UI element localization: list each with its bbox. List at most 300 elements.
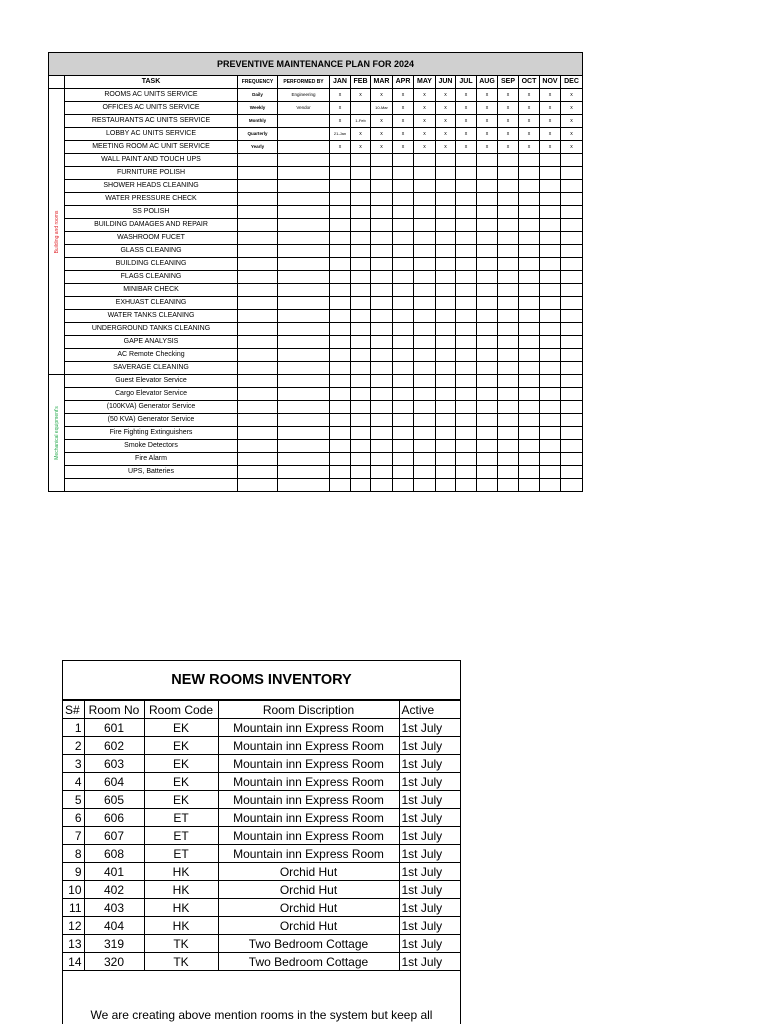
plan-row	[49, 414, 583, 427]
performed-by-cell	[278, 271, 330, 284]
month-cell	[330, 180, 351, 193]
month-cell	[330, 167, 351, 180]
inventory-cell: HK	[144, 917, 218, 935]
month-cell	[456, 297, 477, 310]
plan-row	[49, 271, 583, 284]
month-cell: x	[456, 115, 477, 128]
month-cell	[498, 271, 519, 284]
month-cell	[393, 219, 414, 232]
month-cell	[540, 193, 561, 206]
inventory-cell: EK	[144, 719, 218, 737]
month-cell: x	[393, 141, 414, 154]
month-cell	[330, 388, 351, 401]
month-cell: x	[561, 128, 583, 141]
month-cell	[393, 310, 414, 323]
month-cell	[351, 258, 371, 271]
performed-by-cell	[278, 167, 330, 180]
plan-row	[49, 427, 583, 440]
inventory-cell: 1	[63, 719, 84, 737]
task-cell: Fire Alarm	[65, 453, 238, 466]
month-cell	[456, 193, 477, 206]
month-cell	[456, 154, 477, 167]
month-cell	[436, 310, 456, 323]
inventory-cell: 1st July	[399, 917, 460, 935]
month-cell	[436, 401, 456, 414]
month-cell	[414, 258, 436, 271]
month-cell	[330, 206, 351, 219]
inventory-cell: Mountain inn Express Room	[218, 755, 399, 773]
performed-by-cell	[278, 323, 330, 336]
month-cell	[519, 427, 540, 440]
month-cell	[456, 349, 477, 362]
month-cell	[456, 336, 477, 349]
month-cell	[519, 375, 540, 388]
plan-row	[49, 154, 583, 167]
month-cell	[351, 453, 371, 466]
month-cell	[561, 154, 583, 167]
month-cell: x	[414, 102, 436, 115]
task-cell: UNDERGROUND TANKS CLEANING	[65, 323, 238, 336]
blank-cell	[540, 479, 561, 492]
plan-row	[49, 466, 583, 479]
performed-by-header: PERFORMED BY	[278, 76, 330, 89]
month-cell	[393, 453, 414, 466]
month-cell	[477, 349, 498, 362]
month-cell	[371, 167, 393, 180]
inventory-cell: 319	[84, 935, 144, 953]
inventory-column-header: Room No	[84, 701, 144, 719]
month-cell	[393, 245, 414, 258]
blank-cell	[351, 479, 371, 492]
month-cell	[351, 271, 371, 284]
performed-by-cell	[278, 466, 330, 479]
month-cell	[540, 180, 561, 193]
month-cell	[351, 206, 371, 219]
inventory-cell: 3	[63, 755, 84, 773]
inventory-cell: 1st July	[399, 791, 460, 809]
month-cell	[351, 193, 371, 206]
month-cell	[351, 440, 371, 453]
month-cell: x	[498, 89, 519, 102]
month-cell	[330, 414, 351, 427]
month-header-nov: NOV	[540, 76, 561, 89]
frequency-cell	[238, 336, 278, 349]
inventory-cell: TK	[144, 935, 218, 953]
month-cell	[498, 193, 519, 206]
inventory-cell: EK	[144, 755, 218, 773]
month-cell	[371, 206, 393, 219]
month-cell	[456, 310, 477, 323]
month-cell	[561, 466, 583, 479]
frequency-cell	[238, 232, 278, 245]
frequency-cell	[238, 271, 278, 284]
month-cell	[436, 336, 456, 349]
inventory-cell: Mountain inn Express Room	[218, 809, 399, 827]
category-mechanical	[49, 375, 65, 492]
inventory-cell: HK	[144, 899, 218, 917]
month-cell	[540, 258, 561, 271]
task-cell: MEETING ROOM AC UNIT SERVICE	[65, 141, 238, 154]
month-cell: x	[393, 128, 414, 141]
month-cell	[371, 193, 393, 206]
month-cell	[540, 154, 561, 167]
month-cell	[477, 245, 498, 258]
month-cell: x	[414, 128, 436, 141]
frequency-cell	[238, 258, 278, 271]
plan-row	[49, 297, 583, 310]
blank-cell	[393, 479, 414, 492]
month-cell	[498, 154, 519, 167]
month-cell	[371, 310, 393, 323]
performed-by-cell	[278, 453, 330, 466]
task-cell: WATER PRESSURE CHECK	[65, 193, 238, 206]
month-cell: x	[498, 115, 519, 128]
month-cell	[519, 466, 540, 479]
month-cell	[477, 401, 498, 414]
inventory-cell: 1st July	[399, 827, 460, 845]
month-cell	[477, 362, 498, 375]
month-cell: x	[351, 141, 371, 154]
month-cell	[414, 219, 436, 232]
month-cell: x	[561, 115, 583, 128]
month-cell: x	[498, 141, 519, 154]
blank-cell	[436, 479, 456, 492]
month-cell	[561, 232, 583, 245]
month-cell	[371, 427, 393, 440]
month-cell	[351, 375, 371, 388]
month-cell	[519, 323, 540, 336]
frequency-cell: Daily	[238, 89, 278, 102]
month-cell	[351, 219, 371, 232]
month-cell	[477, 375, 498, 388]
month-header-apr: APR	[393, 76, 414, 89]
month-cell: x	[414, 89, 436, 102]
month-cell	[561, 375, 583, 388]
month-cell	[519, 271, 540, 284]
inventory-row	[63, 917, 460, 935]
frequency-cell	[238, 167, 278, 180]
inventory-column-header: S#	[63, 701, 84, 719]
month-cell	[561, 271, 583, 284]
inventory-cell: 2	[63, 737, 84, 755]
month-cell: x	[540, 102, 561, 115]
month-cell: x	[414, 141, 436, 154]
month-cell	[519, 167, 540, 180]
month-cell	[436, 206, 456, 219]
performed-by-cell	[278, 349, 330, 362]
task-cell: GLASS CLEANING	[65, 245, 238, 258]
month-cell	[498, 323, 519, 336]
inventory-cell: 1st July	[399, 953, 460, 971]
month-header-sep: SEP	[498, 76, 519, 89]
month-cell	[540, 336, 561, 349]
plan-row	[49, 284, 583, 297]
performed-by-cell: Engineering	[278, 89, 330, 102]
performed-by-cell	[278, 336, 330, 349]
month-cell	[330, 349, 351, 362]
inventory-cell: 603	[84, 755, 144, 773]
performed-by-cell	[278, 206, 330, 219]
inventory-cell: 1st July	[399, 863, 460, 881]
month-cell	[371, 453, 393, 466]
inventory-cell: 401	[84, 863, 144, 881]
plan-row-blank	[49, 479, 583, 492]
month-cell	[498, 401, 519, 414]
month-cell	[561, 193, 583, 206]
month-cell: 21-Jan	[330, 128, 351, 141]
month-cell	[414, 271, 436, 284]
task-cell: RESTAURANTS AC UNITS SERVICE	[65, 115, 238, 128]
performed-by-cell	[278, 388, 330, 401]
month-cell	[456, 167, 477, 180]
inventory-cell: 1st July	[399, 719, 460, 737]
inventory-cell: Orchid Hut	[218, 899, 399, 917]
month-cell	[477, 323, 498, 336]
performed-by-cell: Vendor	[278, 102, 330, 115]
month-cell	[498, 245, 519, 258]
month-cell	[371, 349, 393, 362]
month-cell	[351, 154, 371, 167]
inventory-row	[63, 809, 460, 827]
month-cell	[436, 375, 456, 388]
performed-by-cell	[278, 362, 330, 375]
month-cell	[540, 219, 561, 232]
month-cell	[477, 271, 498, 284]
month-cell	[561, 336, 583, 349]
month-cell: x	[414, 115, 436, 128]
month-cell	[330, 427, 351, 440]
month-cell: x	[477, 89, 498, 102]
inventory-row	[63, 719, 460, 737]
plan-row	[49, 375, 583, 388]
month-cell	[456, 284, 477, 297]
blank-cell	[238, 479, 278, 492]
month-cell	[456, 440, 477, 453]
month-header-jun: JUN	[436, 76, 456, 89]
month-cell	[519, 388, 540, 401]
performed-by-cell	[278, 375, 330, 388]
inventory-cell: Orchid Hut	[218, 863, 399, 881]
frequency-cell	[238, 375, 278, 388]
inventory-cell: 1st July	[399, 755, 460, 773]
month-cell	[371, 401, 393, 414]
frequency-cell	[238, 310, 278, 323]
inventory-cell: Two Bedroom Cottage	[218, 953, 399, 971]
task-cell: BUILDING CLEANING	[65, 258, 238, 271]
plan-row	[49, 245, 583, 258]
frequency-cell	[238, 414, 278, 427]
month-cell	[351, 466, 371, 479]
month-cell	[477, 310, 498, 323]
month-cell	[477, 388, 498, 401]
month-cell	[414, 466, 436, 479]
month-cell	[519, 284, 540, 297]
month-cell	[498, 388, 519, 401]
frequency-cell	[238, 154, 278, 167]
inventory-cell: 1st July	[399, 773, 460, 791]
month-cell	[351, 388, 371, 401]
month-cell	[393, 206, 414, 219]
month-cell	[498, 440, 519, 453]
inventory-cell: 404	[84, 917, 144, 935]
month-cell	[519, 310, 540, 323]
frequency-cell: Yearly	[238, 141, 278, 154]
month-cell: x	[561, 89, 583, 102]
inventory-cell: Mountain inn Express Room	[218, 773, 399, 791]
maintenance-plan-table	[48, 52, 583, 492]
inventory-cell: 8	[63, 845, 84, 863]
inventory-cell: 1st July	[399, 899, 460, 917]
month-cell	[498, 362, 519, 375]
inventory-title: NEW ROOMS INVENTORY	[63, 661, 460, 700]
frequency-cell	[238, 193, 278, 206]
month-cell	[393, 414, 414, 427]
task-cell: LOBBY AC UNITS SERVICE	[65, 128, 238, 141]
month-cell	[414, 206, 436, 219]
frequency-cell	[238, 180, 278, 193]
performed-by-cell	[278, 427, 330, 440]
month-cell	[540, 427, 561, 440]
frequency-cell	[238, 401, 278, 414]
performed-by-cell	[278, 258, 330, 271]
frequency-cell: Monthly	[238, 115, 278, 128]
task-cell: WALL PAINT AND TOUCH UPS	[65, 154, 238, 167]
inventory-note: We are creating above mention rooms in the system but keep all	[90, 1008, 433, 1022]
month-cell	[540, 401, 561, 414]
inventory-cell: 605	[84, 791, 144, 809]
month-cell	[456, 258, 477, 271]
month-cell	[561, 414, 583, 427]
month-cell	[371, 219, 393, 232]
month-cell	[393, 440, 414, 453]
plan-row	[49, 323, 583, 336]
month-cell	[371, 154, 393, 167]
month-cell	[519, 362, 540, 375]
month-cell	[414, 232, 436, 245]
month-header-jan: JAN	[330, 76, 351, 89]
inventory-row	[63, 827, 460, 845]
month-cell	[351, 336, 371, 349]
month-cell	[561, 258, 583, 271]
month-header-feb: FEB	[351, 76, 371, 89]
month-cell	[477, 258, 498, 271]
month-cell	[456, 401, 477, 414]
month-cell	[414, 362, 436, 375]
month-cell	[540, 297, 561, 310]
month-cell	[436, 154, 456, 167]
task-cell: OFFICES AC UNITS SERVICE	[65, 102, 238, 115]
month-cell	[371, 466, 393, 479]
month-cell	[519, 232, 540, 245]
month-cell: x	[351, 89, 371, 102]
month-cell	[498, 232, 519, 245]
month-cell	[436, 349, 456, 362]
month-cell	[393, 271, 414, 284]
month-cell	[393, 427, 414, 440]
month-cell	[351, 427, 371, 440]
month-cell: x	[561, 102, 583, 115]
month-cell	[477, 284, 498, 297]
inventory-cell: HK	[144, 863, 218, 881]
month-cell	[330, 154, 351, 167]
inventory-cell: EK	[144, 773, 218, 791]
performed-by-cell	[278, 245, 330, 258]
month-cell	[540, 284, 561, 297]
frequency-cell	[238, 440, 278, 453]
performed-by-cell	[278, 141, 330, 154]
month-cell	[477, 219, 498, 232]
month-cell	[540, 440, 561, 453]
task-cell: Guest Elevator Service	[65, 375, 238, 388]
inventory-cell: 403	[84, 899, 144, 917]
month-cell	[330, 375, 351, 388]
inventory-cell: ET	[144, 827, 218, 845]
month-cell: x	[393, 89, 414, 102]
month-cell	[519, 245, 540, 258]
month-cell	[393, 297, 414, 310]
frequency-cell	[238, 362, 278, 375]
month-cell	[456, 180, 477, 193]
frequency-cell: Quarterly	[238, 128, 278, 141]
month-cell: x	[330, 115, 351, 128]
month-cell	[498, 414, 519, 427]
month-cell	[393, 336, 414, 349]
blank-cell	[477, 479, 498, 492]
month-cell	[519, 180, 540, 193]
month-cell	[498, 297, 519, 310]
month-cell	[477, 206, 498, 219]
month-cell	[371, 245, 393, 258]
frequency-cell	[238, 453, 278, 466]
month-cell	[561, 453, 583, 466]
month-cell	[519, 440, 540, 453]
inventory-cell: ET	[144, 809, 218, 827]
month-cell	[414, 297, 436, 310]
month-cell	[414, 284, 436, 297]
category-building	[49, 89, 65, 375]
month-cell	[456, 219, 477, 232]
inventory-cell: 4	[63, 773, 84, 791]
month-cell: x	[371, 128, 393, 141]
month-cell	[351, 180, 371, 193]
month-cell	[436, 453, 456, 466]
month-cell	[414, 310, 436, 323]
inventory-cell: 1st July	[399, 845, 460, 863]
month-cell	[351, 102, 371, 115]
inventory-cell: 1st July	[399, 809, 460, 827]
month-cell: x	[456, 128, 477, 141]
performed-by-cell	[278, 284, 330, 297]
plan-row	[49, 310, 583, 323]
month-cell	[436, 271, 456, 284]
month-cell	[414, 336, 436, 349]
month-cell	[456, 271, 477, 284]
inventory-cell: 606	[84, 809, 144, 827]
month-cell	[477, 297, 498, 310]
frequency-cell	[238, 388, 278, 401]
month-cell	[498, 349, 519, 362]
month-cell	[436, 297, 456, 310]
task-cell: Smoke Detectors	[65, 440, 238, 453]
month-cell	[330, 440, 351, 453]
month-cell: 10-Mar	[371, 102, 393, 115]
blank-cell	[519, 479, 540, 492]
plan-row	[49, 180, 583, 193]
month-cell	[351, 297, 371, 310]
month-cell	[414, 167, 436, 180]
task-cell: WASHROOM FUCET	[65, 232, 238, 245]
frequency-cell	[238, 349, 278, 362]
